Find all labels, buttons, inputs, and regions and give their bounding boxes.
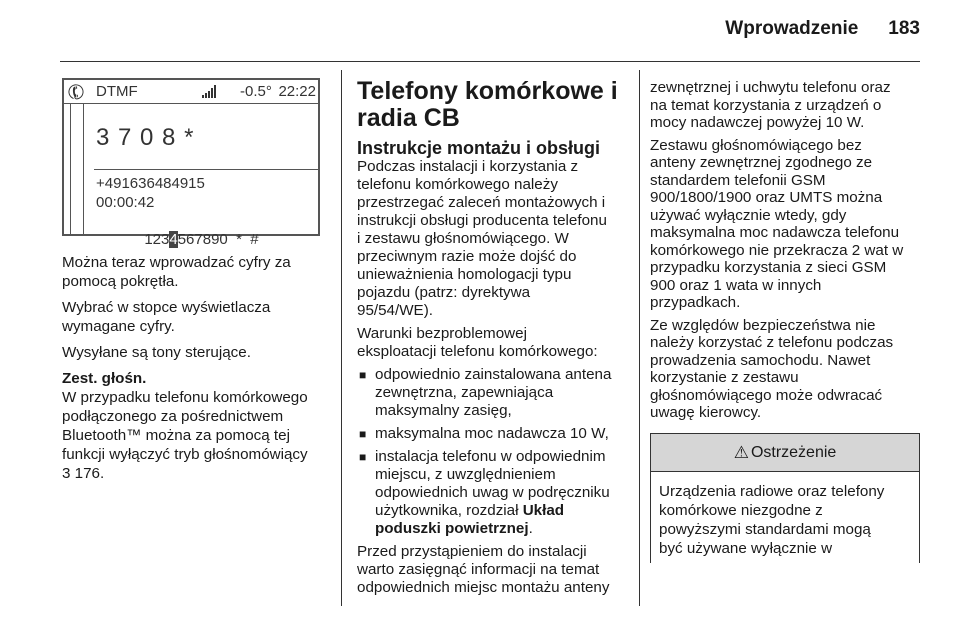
display-time: 22:22 [278,83,316,100]
text-line: 3 176. [62,465,105,482]
text-line: wymagane cyfry. [62,318,175,335]
text-line: zewnętrznej i uchwytu telefonu oraz [650,79,891,96]
text-line: podłączonego za pośrednictwem [62,408,284,425]
text-line: używać wyłącznie wtedy, gdy [650,206,847,224]
text-line: przypadku korzystania z sieci GSM [650,259,887,276]
section-title [357,78,632,132]
text-line: przestrzegać zaleceń montażowych i [357,194,606,211]
text-line: uwagę kierowcy. [650,404,762,421]
column-divider [341,70,342,606]
column-2 [357,78,632,602]
text-line: anteny zewnętrznej zgodnego ze [650,154,873,171]
paragraph [357,325,632,361]
text-line: unieważnienia homologacji typu [357,266,572,283]
column-divider [639,70,640,606]
text-line [375,502,632,520]
text-line: Wybrać w stopce wyświetlacza [62,299,271,316]
text-line: instrukcji obsługi producenta telefonu [357,212,607,229]
column-3 [650,79,925,427]
display-side-bar [70,104,84,234]
text-line: Podczas instalacji i korzystania z [357,158,579,175]
text-line: warto zasięgnąć informacji na temat [357,561,600,578]
bullet-item [357,425,632,443]
text-line: Wysyłane są tony sterujące. [62,344,251,361]
text-line: radia CB [357,104,460,132]
bold-text: Układ [522,502,565,519]
text-line: Instrukcje montażu i obsługi [357,138,601,158]
column-1 [62,253,332,490]
text-line: przeciwnym razie może dojść do [357,248,577,265]
text-line: powyższymi standardami mogą [659,521,871,538]
page-number: 183 [888,18,920,39]
warning-triangle-icon: ⚠ [733,442,749,462]
phone-display-illustration [62,78,320,248]
bullet-item [357,366,632,420]
text-line: Telefony komórkowe i [357,77,618,105]
text-line: mocy nadawczej powyżej 10 W. [650,114,865,131]
bold-text: poduszki powietrznej [375,520,529,537]
display-temperature: -0.5° [240,83,272,100]
text-line: 900/1800/1900 oraz UMTS można [650,189,883,206]
text-line: ■ instalacja telefonu w odpowiednim [375,448,606,465]
text-line: eksploatacji telefonu komórkowego: [357,343,598,360]
signal-strength-icon [202,85,216,98]
header-title: Wprowadzenie [725,18,859,39]
text-line: głośnomówiącego może odwracać [650,386,883,404]
text-line: Bluetooth™ można za pomocą tej [62,427,290,444]
digits: 567890 * # [177,231,259,248]
text-line: maksymalny zasięg, [375,402,512,419]
paragraph [357,158,632,320]
bold-text: Zest. głośn. [62,370,147,387]
text-line: standardem telefonii GSM [650,171,826,189]
call-duration: 00:00:42 [96,194,155,211]
paragraph [650,79,925,132]
paragraph [357,543,632,597]
bullet-item [357,448,632,538]
text-line: miejscu, z uwzględnieniem [375,466,556,483]
text-line: być używane wyłącznie w [659,540,833,557]
text-line [62,369,332,388]
text-line: funkcji wyłączyć tryb głośnomówiący [62,446,308,463]
text-line: Warunki bezproblemowej [357,325,527,342]
text-line: W przypadku telefonu komórkowego [62,389,308,406]
text-line: Ze względów bezpieczeństwa nie [650,316,876,334]
text-line: i zestawu głośnomówiącego. W [357,230,569,247]
text-line: odpowiednich miejsc montażu anteny [357,579,610,596]
paragraph [62,388,332,483]
text-line: 95/54/WE). [357,302,433,319]
call-number: +491636484915 [96,175,205,192]
text-line: odpowiednich uwag w podręczniku [375,484,610,501]
text-line: korzystanie z zestawu [650,369,799,386]
text-line: należy korzystać z telefonu podczas [650,334,894,351]
text-line: ■ odpowiednio zainstalowana antena [375,366,612,383]
text-line: Przed przystąpieniem do instalacji [357,543,587,560]
subheading [357,138,632,158]
text-line: ■ maksymalna moc nadawcza 10 W, [375,425,609,442]
text-line: prowadzenia samochodu. Nawet [650,351,871,369]
text-line: maksymalna moc nadawcza telefonu [650,224,900,241]
paragraph [62,298,332,336]
text-line: komórkowego nie przekracza 2 wat w [650,241,904,259]
text-line: przypadkach. [650,294,741,311]
page-header [725,18,920,40]
text-line: Urządzenia radiowe oraz telefony [659,483,885,500]
text-line: Można teraz wprowadzać cyfry za [62,254,291,271]
text-line [375,520,632,538]
warning-box [650,433,920,563]
paragraph [62,253,332,291]
phone-handset-icon: ✆ [63,79,90,107]
digits: 123 [144,231,170,248]
text-line: Zestawu głośnomówiącego bez [650,136,862,154]
text-line: pojazdu (patrz: dyrektywa [357,284,531,301]
display-divider [94,169,318,170]
text-line: pomocą pokrętła. [62,273,179,290]
warning-title: Ostrzeżenie [750,443,837,461]
paragraph [62,343,332,362]
text: . [528,520,533,537]
header-rule [60,61,920,62]
text-line: komórkowe niezgodne z [659,502,823,519]
text-line: na temat korzystania z urządzeń o [650,96,882,114]
selected-digit: 4 [169,231,178,248]
text-line: zewnętrzna, zapewniająca [375,384,554,401]
entered-digits: 3 7 0 8 * [96,124,195,151]
warning-body [651,472,919,568]
text-line: telefonu komórkowego należy [357,176,558,193]
display-mode: DTMF [96,83,138,100]
paragraph [650,137,925,312]
bold-label [62,369,332,388]
warning-header [651,434,919,472]
paragraph [650,317,925,422]
text: użytkownika, rozdział [375,502,523,519]
text-line: 900 oraz 1 wata w innych [650,276,822,294]
